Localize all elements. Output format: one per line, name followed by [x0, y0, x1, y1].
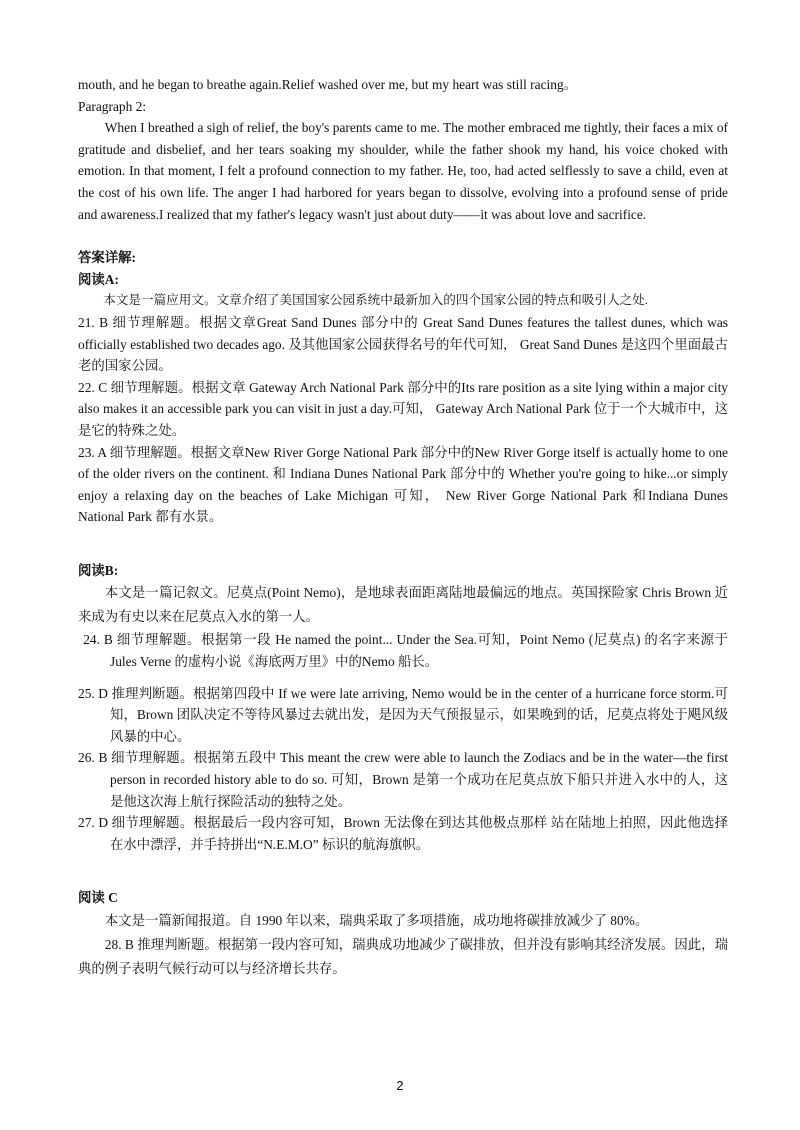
answer-25: 25. D 推理判断题。根据第四段中 If we were late arriving, Nemo would be in the center of a hurricane force storm.可知，Brown 团队决定不等待风暴过去就出发，是因为天气预报显示，如果晚到的话，尼莫点将处于飓风级风暴的中心。 [78, 685, 728, 744]
reading-a-heading: 阅读A: [78, 271, 119, 287]
reading-b-intro: 本文是一篇记叙文。尼莫点(Point Nemo)，是地球表面距离陆地最偏远的地点。英国探险家 Chris Brown 近来成为有史以来在尼莫点入水的第一人。 [78, 585, 728, 625]
reading-c-intro: 本文是一篇新闻报道。自 1990 年以来，瑞典采取了多项措施，成功地将碳排放减少了 80%。 [104, 913, 649, 928]
answers-title: 答案详解: [78, 250, 137, 266]
answer-23: 23. A 细节理解题。根据文章New River Gorge National Park 部分中的New River Gorge itself is actually home to one of the older rivers on the continent. 和 Indiana Dunes National Park 部分中的 Whether you're going to hike...or simply enjoy a relaxing day on the beaches of Lake Michigan 可知， New River Gorge National Park 和Indiana Dunes National Park 都有水景。 [78, 444, 728, 525]
reading-a-intro: 本文是一篇应用文。文章介绍了美国国家公园系统中最新加入的四个国家公园的特点和吸引人之处. [103, 293, 648, 308]
continuation-line: mouth, and he began to breathe again.Relief washed over me, but my heart was still racing。 [78, 77, 578, 92]
answer-24: 24. B 细节理解题。根据第一段 He named the point... Under the Sea.可知，Point Nemo (尼莫点) 的名字来源于 Jules Verne 的虚构小说《海底两万里》中的Nemo 船长。 [83, 632, 728, 670]
document-page [78, 74, 728, 981]
reading-c-heading: 阅读 C [78, 890, 118, 906]
paragraph2-label: Paragraph 2: [78, 98, 147, 114]
answer-26: 26. B 细节理解题。根据第五段中 This meant the crew were able to launch the Zodiacs and be in the water—the first person in recorded history able to do so. 可知，Brown 是第一个成功在尼莫点放下船只并进入水中的人，这是他这次海上航行探险活动的独特之处。 [78, 750, 728, 809]
answer-27: 27. D 细节理解题。根据最后一段内容可知，Brown 无法像在到达其他极点那样 站在陆地上拍照，因此他选择在水中漂浮，并手持拼出“N.E.M.O” 标识的航海旗帜。 [78, 815, 728, 852]
answer-22: 22. C 细节理解题。根据文章 Gateway Arch National Park 部分中的Its rare position as a site lying within a major city also makes it an accessible park you can visit in just a day.可知， Gateway Arch National Park 位于一个大城市中，这是它的特殊之处。 [78, 379, 728, 438]
paragraph2-text: When I breathed a sigh of relief, the boy's parents came to me. The mother embraced me tightly, their faces a mix of gratitude and disbelief, and her tears soaking my shoulder, while the father shook my hand, his voice choked with emotion. In that moment, I felt a profound connection to my father. He, too, had acted selflessly to save a child, even at the cost of his own life. The anger I had harbored for years began to dissolve, evolving into a profound sense of pride and awareness.I realized that my father's legacy wasn't just about duty——it was about love and sacrifice. [78, 120, 728, 222]
reading-b-heading: 阅读B: [78, 562, 119, 578]
answer-21: 21. B 细节理解题。根据文章Great Sand Dunes 部分中的 Great Sand Dunes features the tallest dunes, which was officially established two decades ago. 及其他国家公园获得名号的年代可知， Great Sand Dunes 是这四个里面最古老的国家公园。 [78, 314, 728, 374]
page-number: 2 [396, 1078, 404, 1093]
answer-28: 28. B 推理判断题。根据第一段内容可知，瑞典成功地减少了碳排放，但并没有影响其经济发展。因此，瑞典的例子表明气候行动可以与经济增长共存。 [78, 937, 728, 976]
